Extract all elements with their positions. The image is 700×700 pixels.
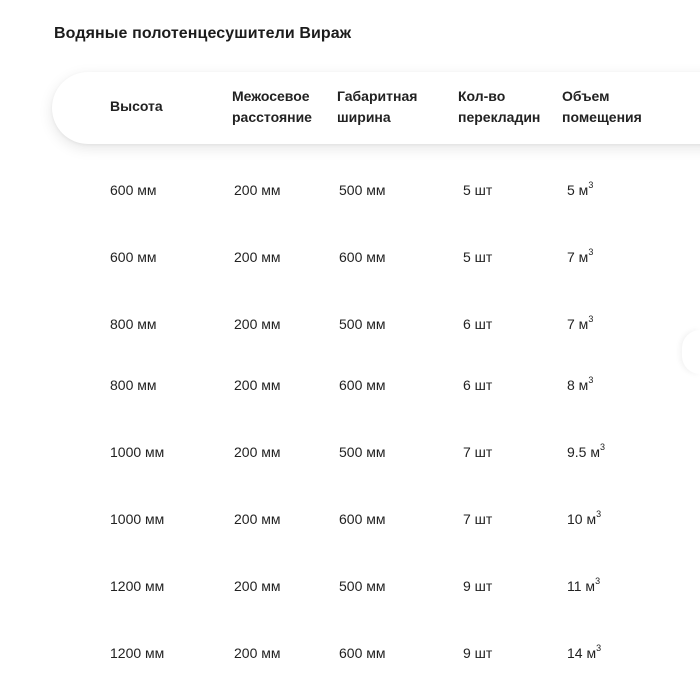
column-header-bars-line1: Кол-во xyxy=(458,88,506,104)
cell-distance: 200 мм xyxy=(234,511,281,527)
cell-width: 600 мм xyxy=(339,377,386,393)
cell-distance: 200 мм xyxy=(234,316,281,332)
column-header-volume xyxy=(562,86,642,128)
cell-bars: 9 шт xyxy=(463,578,493,594)
cell-bars: 7 шт xyxy=(463,511,493,527)
cell-volume xyxy=(567,314,593,334)
cell-bars: 5 шт xyxy=(463,182,493,198)
scroll-edge-indicator xyxy=(682,330,700,374)
cell-volume xyxy=(567,576,600,596)
column-header-distance-line1: Межосевое xyxy=(232,88,310,104)
cell-bars: 5 шт xyxy=(463,249,493,265)
page-title: Водяные полотенцесушители Вираж xyxy=(54,25,352,42)
cell-volume xyxy=(567,643,601,663)
cubic-superscript: 3 xyxy=(588,375,594,386)
column-header-height xyxy=(110,96,163,117)
cell-bars: 9 шт xyxy=(463,645,493,661)
column-header-bars xyxy=(458,86,540,128)
table-row xyxy=(0,643,700,663)
column-header-bars-line2: перекладин xyxy=(458,109,541,125)
column-header-height-label: Высота xyxy=(110,98,163,114)
cell-volume-value: 9.5 м xyxy=(567,444,600,460)
cell-volume-value: 7 м xyxy=(567,316,589,332)
cell-width: 500 мм xyxy=(339,444,386,460)
cell-volume-value: 11 м xyxy=(567,578,596,594)
cell-distance: 200 мм xyxy=(234,444,281,460)
cubic-superscript: 3 xyxy=(595,576,601,587)
column-header-distance-line2: расстояние xyxy=(232,109,312,125)
cell-height: 1200 мм xyxy=(110,578,165,594)
table-row xyxy=(0,247,700,267)
cell-distance: 200 мм xyxy=(234,645,281,661)
cell-width: 500 мм xyxy=(339,182,386,198)
cell-volume-value: 7 м xyxy=(567,249,589,265)
cell-height: 800 мм xyxy=(110,316,157,332)
cell-width: 500 мм xyxy=(339,316,386,332)
cell-volume-value: 8 м xyxy=(567,377,589,393)
cell-bars: 6 шт xyxy=(463,377,493,393)
table-row xyxy=(0,442,700,462)
column-header-width-line1: Габаритная xyxy=(337,88,418,104)
table-row xyxy=(0,576,700,596)
table-row xyxy=(0,375,700,395)
cell-height: 1000 мм xyxy=(110,444,165,460)
cell-volume xyxy=(567,375,593,395)
cell-width: 600 мм xyxy=(339,511,386,527)
cell-volume xyxy=(567,247,593,267)
cell-width: 600 мм xyxy=(339,645,386,661)
column-header-volume-line2: помещения xyxy=(562,109,642,125)
cell-height: 800 мм xyxy=(110,377,157,393)
cell-volume-value: 5 м xyxy=(567,182,589,198)
table-row xyxy=(0,314,700,334)
cell-height: 1200 мм xyxy=(110,645,165,661)
cubic-superscript: 3 xyxy=(588,180,594,191)
cell-distance: 200 мм xyxy=(234,249,281,265)
cubic-superscript: 3 xyxy=(596,643,602,654)
column-header-width-line2: ширина xyxy=(337,109,391,125)
table-row xyxy=(0,509,700,529)
cell-volume xyxy=(567,180,593,200)
cell-volume-value: 14 м xyxy=(567,645,597,661)
cubic-superscript: 3 xyxy=(588,247,594,258)
cell-height: 600 мм xyxy=(110,249,157,265)
column-header-volume-line1: Объем xyxy=(562,88,610,104)
cell-volume-value: 10 м xyxy=(567,511,597,527)
cell-width: 600 мм xyxy=(339,249,386,265)
cell-bars: 6 шт xyxy=(463,316,493,332)
table-row xyxy=(0,180,700,200)
cell-volume xyxy=(567,509,601,529)
column-header-width xyxy=(337,86,417,128)
cell-distance: 200 мм xyxy=(234,182,281,198)
cell-volume xyxy=(567,442,605,462)
cubic-superscript: 3 xyxy=(596,509,602,520)
cell-bars: 7 шт xyxy=(463,444,493,460)
cubic-superscript: 3 xyxy=(588,314,594,325)
cell-distance: 200 мм xyxy=(234,578,281,594)
cell-height: 1000 мм xyxy=(110,511,165,527)
cell-height: 600 мм xyxy=(110,182,157,198)
cell-distance: 200 мм xyxy=(234,377,281,393)
cubic-superscript: 3 xyxy=(599,442,605,453)
cell-width: 500 мм xyxy=(339,578,386,594)
column-header-distance xyxy=(232,86,312,128)
